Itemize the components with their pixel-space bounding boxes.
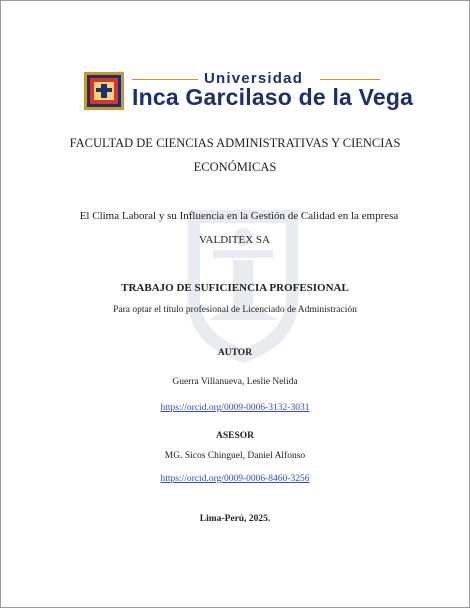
university-logo [84,70,414,110]
advisor-heading: ASESOR [215,431,254,441]
author-name: Guerra Villanueva, Leslie Nelida [172,377,298,387]
thesis-title-line-1: El Clima Laboral y su Influencia en la Gestión de Calidad en la empresa [79,210,399,222]
author-orcid-link[interactable]: https://orcid.org/0009-0006-3132-3031 [160,403,310,413]
advisor-orcid-link[interactable]: https://orcid.org/0009-0006-8460-3256 [160,474,310,484]
work-type: TRABAJO DE SUFICIENCIA PROFESIONAL [121,282,349,294]
degree-purpose: Para optar el título profesional de Licenciado de Administración [113,305,357,315]
place-date: Lima-Perú, 2025. [199,514,271,524]
thesis-title-line-2: VALDITEX SA [199,234,270,246]
university-shield-icon [84,72,124,110]
logo-university-label: Universidad [204,70,304,87]
author-heading: AUTOR [217,348,253,358]
faculty-line-1: FACULTAD DE CIENCIAS ADMINISTRATIVAS Y CIENCIAS [69,136,401,150]
logo-university-name: Inca Garcilaso de la Vega [132,84,414,110]
logo-rule-right [320,79,380,80]
advisor-name: MG. Sicos Chinguel, Daniel Alfonso [164,451,306,461]
faculty-line-2: ECONÓMICAS [193,160,277,174]
logo-rule-left [132,79,198,80]
